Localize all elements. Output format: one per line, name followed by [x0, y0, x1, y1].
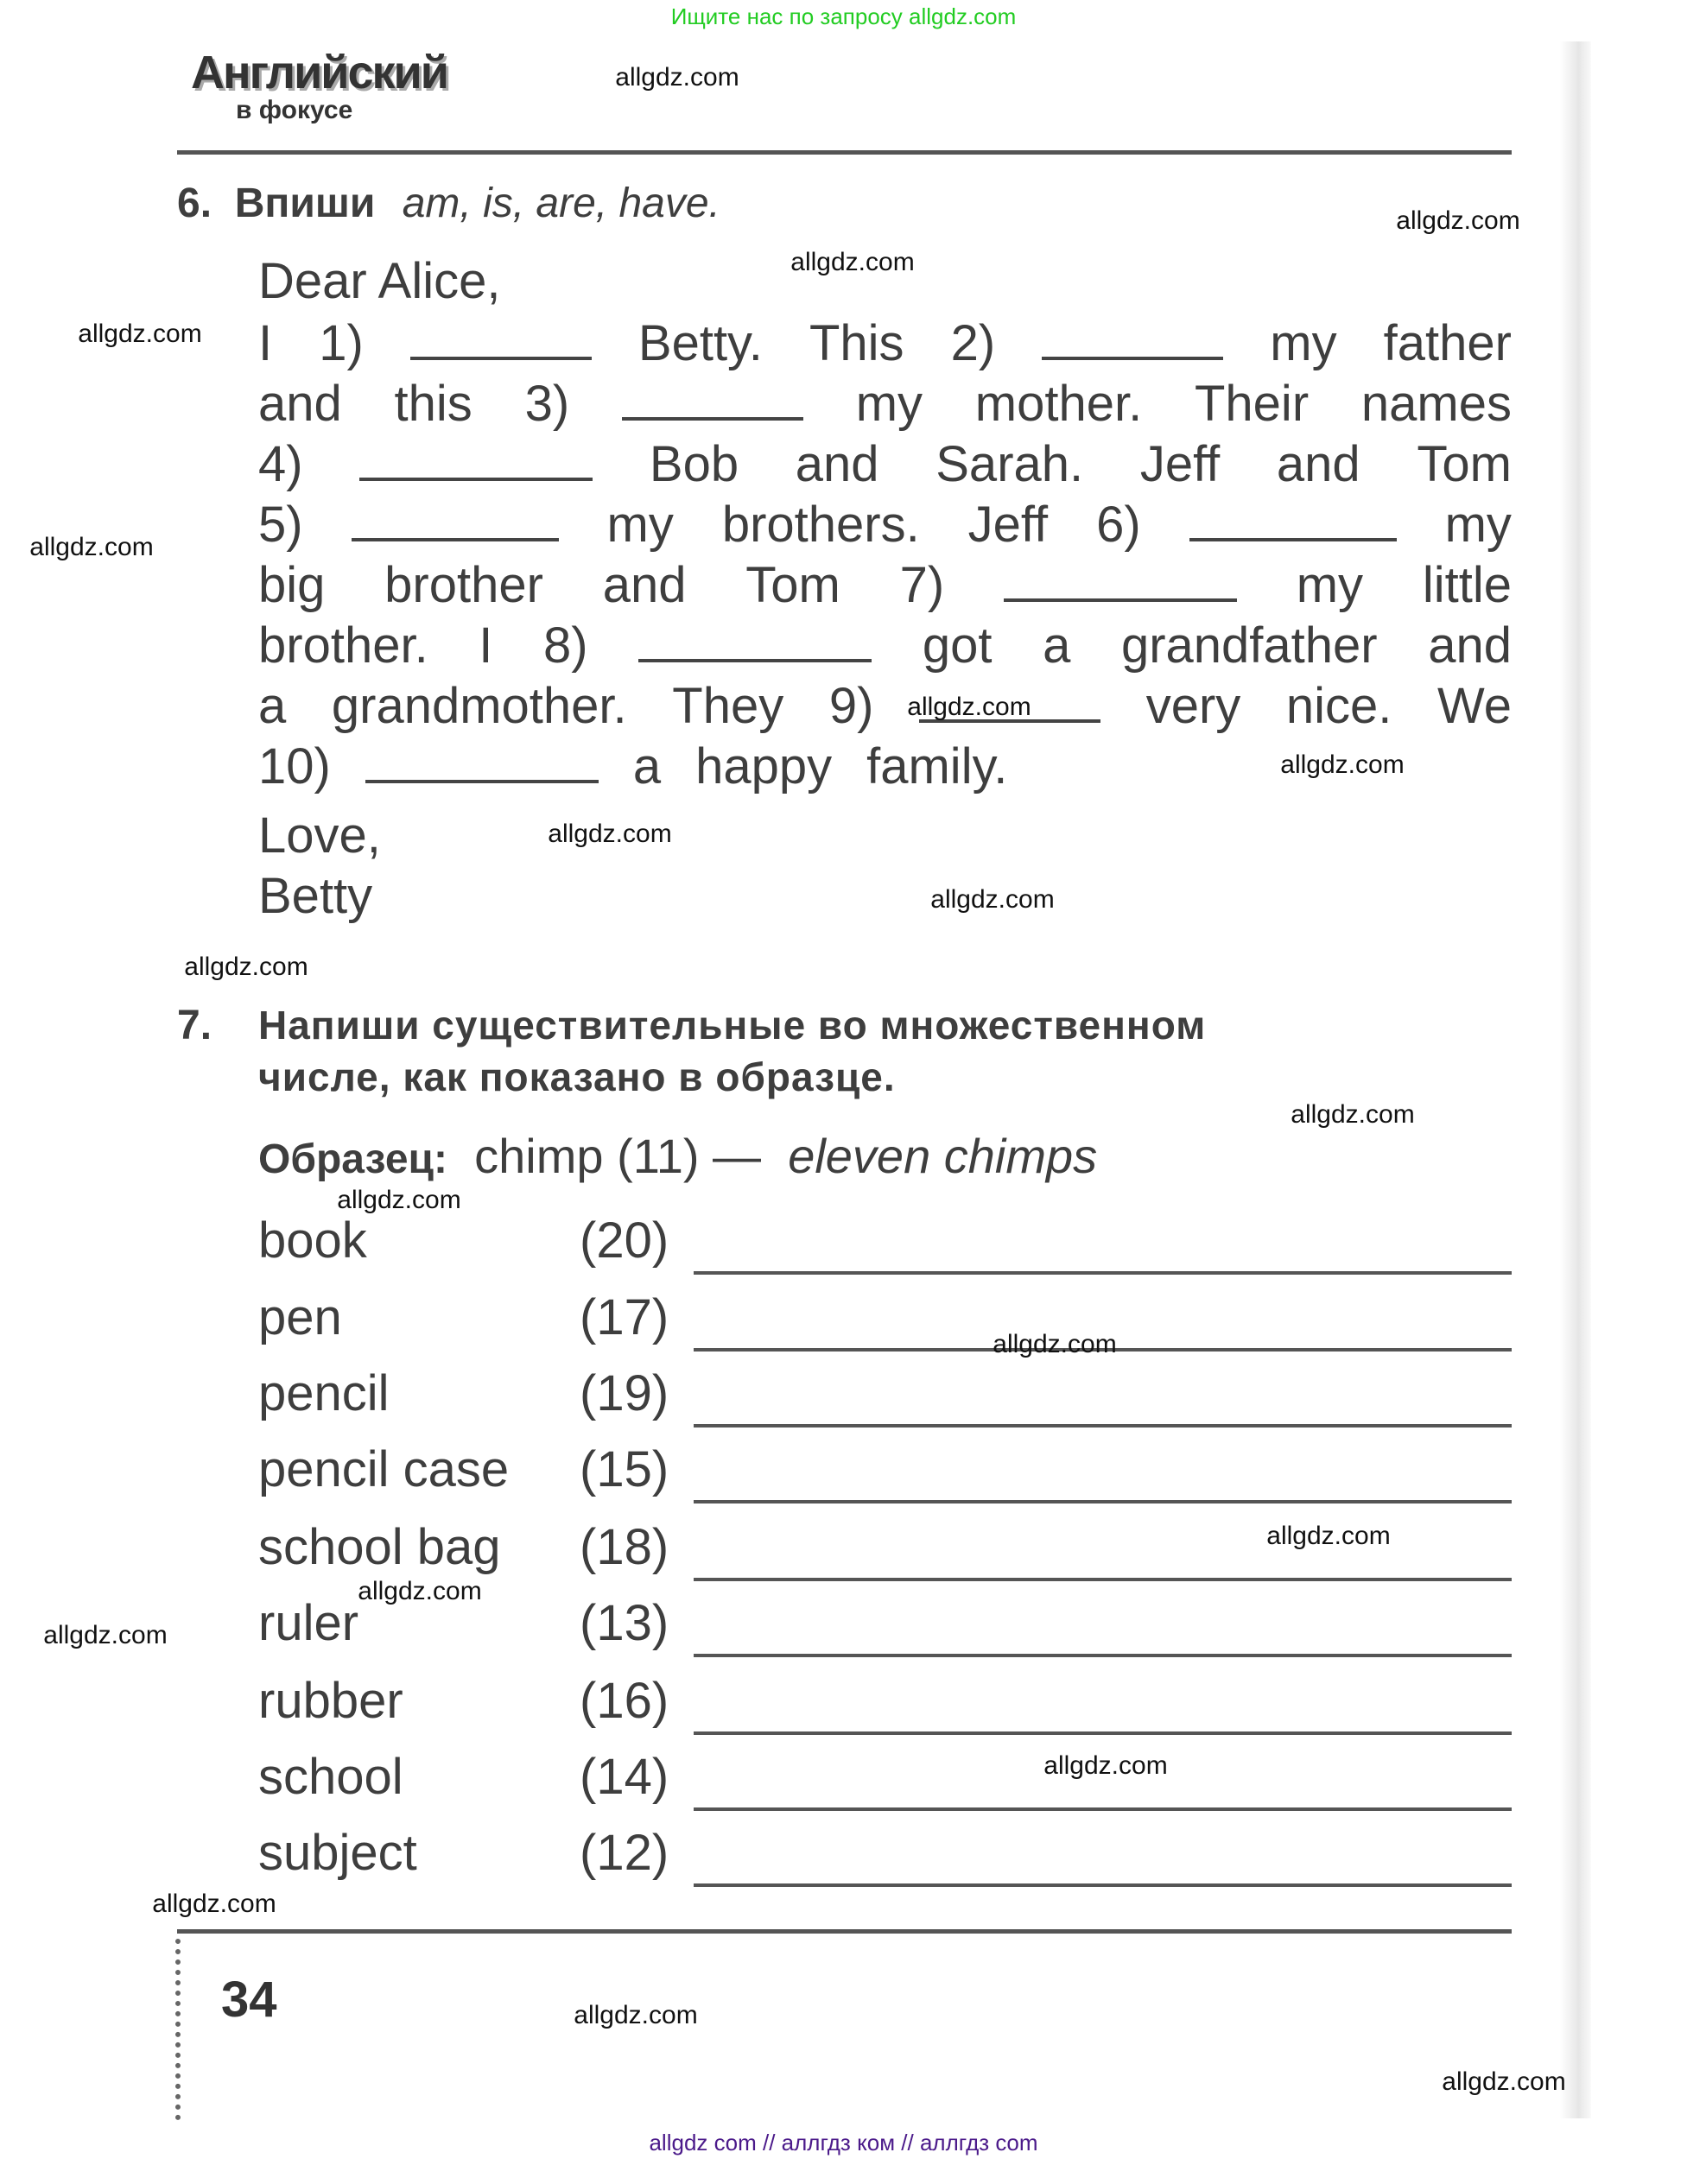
letter-word: Betty.: [637, 315, 763, 371]
watermark: allgdz.com: [993, 1330, 1117, 1358]
count: (12): [580, 1825, 669, 1881]
task6-heading: [177, 180, 720, 227]
exercise-row: [258, 1821, 1512, 1890]
letter-word: happy: [695, 738, 833, 794]
letter-word: Jeff: [967, 497, 1049, 553]
exercise-row: [258, 1669, 1512, 1738]
watermark: allgdz.com: [1291, 1100, 1415, 1129]
watermark: allgdz.com: [790, 248, 915, 276]
answer-line[interactable]: [694, 1271, 1512, 1275]
letter-line: [258, 496, 1512, 554]
letter-word: 3): [524, 376, 570, 432]
watermark: allgdz.com: [574, 2001, 698, 2029]
exercise-row: [258, 1438, 1512, 1507]
task6-words: am, is, are, have.: [402, 180, 720, 226]
letter-word: We: [1437, 678, 1512, 734]
letter-closing: Love,: [258, 807, 381, 864]
letter-word: 5): [258, 497, 303, 553]
letter-word: Tom: [745, 557, 840, 613]
watermark: allgdz.com: [548, 820, 672, 848]
answer-blank[interactable]: [365, 771, 599, 783]
search-banner[interactable]: Ищите нас по запросу allgdz.com: [670, 3, 1017, 29]
count: (19): [580, 1365, 669, 1421]
answer-line[interactable]: [694, 1424, 1512, 1428]
watermark: allgdz.com: [29, 533, 154, 561]
task6-number: 6.: [177, 180, 212, 226]
answer-blank[interactable]: [622, 408, 803, 421]
sample-label: Образец:: [258, 1136, 447, 1182]
noun: school bag: [258, 1519, 501, 1575]
letter-word: and: [602, 557, 687, 613]
answer-blank[interactable]: [410, 348, 592, 360]
letter-word: This: [809, 315, 904, 371]
letter-word: names: [1360, 376, 1512, 432]
letter-word: 7): [899, 557, 945, 613]
count: (16): [580, 1673, 669, 1729]
letter-signature: Betty: [258, 868, 373, 924]
top-rule: [177, 150, 1512, 155]
letter-line: [258, 556, 1512, 614]
noun: school: [258, 1749, 403, 1805]
letter-word: big: [258, 557, 326, 613]
exercise-row: [258, 1209, 1512, 1278]
task7-instruction-line1: Напиши существительные во множественном: [258, 1003, 1207, 1048]
letter-word: mother.: [974, 376, 1143, 432]
answer-line[interactable]: [694, 1578, 1512, 1581]
exercise-row: [258, 1286, 1512, 1355]
letter-word: my: [1296, 557, 1364, 613]
letter-word: and: [1276, 436, 1360, 492]
watermark: allgdz.com: [615, 63, 739, 92]
letter-line: [258, 617, 1512, 674]
letter-word: my: [1444, 497, 1512, 553]
letter-word: my: [606, 497, 674, 553]
letter-line: [258, 677, 1512, 735]
logo-title: Английский: [191, 47, 447, 98]
letter-word: this: [394, 376, 472, 432]
letter-word: Sarah.: [935, 436, 1084, 492]
letter-word: and: [258, 376, 342, 432]
task7-instruction-line2: числе, как показано в образце.: [258, 1054, 896, 1099]
letter-word: nice.: [1285, 678, 1392, 734]
letter-word: family.: [866, 738, 1008, 794]
watermark: allgdz.com: [43, 1621, 168, 1649]
letter-word: father: [1383, 315, 1512, 371]
letter-word: Jeff: [1139, 436, 1221, 492]
page-number: 34: [221, 1972, 277, 2028]
footer-links[interactable]: allgdz com // аллгдз ком // аллгдз com: [649, 2130, 1038, 2156]
watermark: allgdz.com: [184, 953, 308, 981]
count: (14): [580, 1749, 669, 1805]
letter-word: brother.: [258, 617, 428, 674]
answer-blank[interactable]: [1042, 348, 1223, 360]
noun: ruler: [258, 1595, 359, 1651]
letter-word: 8): [543, 617, 588, 674]
count: (17): [580, 1289, 669, 1345]
answer-line[interactable]: [694, 1807, 1512, 1811]
letter-text: [258, 252, 1512, 943]
watermark: allgdz.com: [1442, 2067, 1566, 2096]
letter-line: [258, 314, 1512, 372]
letter-word: 10): [258, 738, 331, 794]
letter-word: Bob: [649, 436, 739, 492]
letter-word: and: [795, 436, 879, 492]
letter-word: my: [855, 376, 923, 432]
watermark: allgdz.com: [1043, 1751, 1168, 1780]
noun: book: [258, 1212, 367, 1269]
logo-subtitle: в фокусе: [236, 96, 353, 124]
letter-word: brothers.: [721, 497, 920, 553]
answer-blank[interactable]: [638, 650, 872, 662]
letter-word: Their: [1194, 376, 1310, 432]
letter-word: brother: [384, 557, 543, 613]
letter-word: my: [1270, 315, 1337, 371]
answer-blank[interactable]: [352, 529, 559, 541]
answer-line[interactable]: [694, 1731, 1512, 1735]
book-logo: [191, 47, 447, 135]
letter-word: I: [258, 315, 273, 371]
letter-word: 9): [828, 678, 874, 734]
letter-word: 6): [1096, 497, 1141, 553]
letter-word: a: [258, 678, 287, 734]
noun: pen: [258, 1289, 342, 1345]
noun: pencil: [258, 1365, 390, 1421]
answer-blank[interactable]: [1189, 529, 1397, 541]
watermark: allgdz.com: [907, 693, 1031, 721]
answer-line[interactable]: [694, 1500, 1512, 1503]
letter-word: got: [922, 617, 993, 674]
letter-line: [258, 435, 1512, 493]
task6-instruction: Впиши: [234, 180, 376, 226]
count: (20): [580, 1212, 669, 1269]
watermark: allgdz.com: [1396, 206, 1520, 235]
watermark: allgdz.com: [337, 1186, 461, 1214]
answer-blank[interactable]: [359, 469, 593, 481]
exercise-row: [258, 1745, 1512, 1814]
page-edge-shadow: [1560, 41, 1591, 2118]
letter-word: 4): [258, 436, 303, 492]
letter-word: very: [1145, 678, 1241, 734]
answer-blank[interactable]: [1004, 590, 1237, 602]
letter-word: and: [1428, 617, 1512, 674]
watermark: allgdz.com: [78, 320, 202, 348]
bottom-rule: [177, 1929, 1512, 1934]
noun: subject: [258, 1825, 417, 1881]
task7-number: 7.: [177, 1003, 212, 1048]
noun: pencil case: [258, 1441, 510, 1497]
letter-word: I: [479, 617, 493, 674]
letter-word: a: [632, 738, 662, 794]
sample-word: chimp (11) —: [474, 1129, 762, 1183]
letter-word: little: [1422, 557, 1512, 613]
answer-line[interactable]: [694, 1883, 1512, 1887]
count: (13): [580, 1595, 669, 1651]
letter-line: [258, 375, 1512, 433]
letter-word: grandfather: [1120, 617, 1378, 674]
count: (18): [580, 1519, 669, 1575]
answer-line[interactable]: [694, 1654, 1512, 1657]
watermark: allgdz.com: [152, 1890, 276, 1918]
letter-word: 2): [950, 315, 996, 371]
watermark: allgdz.com: [930, 885, 1055, 914]
letter-greeting: Dear Alice,: [258, 253, 501, 309]
page-margin-dots: [175, 1939, 186, 2120]
count: (15): [580, 1441, 669, 1497]
letter-word: They: [672, 678, 784, 734]
sample-line: [258, 1128, 1097, 1184]
letter-word: Tom: [1417, 436, 1512, 492]
letter-word: 1): [319, 315, 364, 371]
letter-word: grandmother.: [331, 678, 627, 734]
letter-word: a: [1043, 617, 1071, 674]
watermark: allgdz.com: [1266, 1522, 1391, 1550]
watermark: allgdz.com: [1280, 750, 1405, 779]
exercise-row: [258, 1362, 1512, 1431]
sample-answer: eleven chimps: [788, 1129, 1098, 1183]
noun: rubber: [258, 1673, 403, 1729]
watermark: allgdz.com: [358, 1577, 482, 1605]
